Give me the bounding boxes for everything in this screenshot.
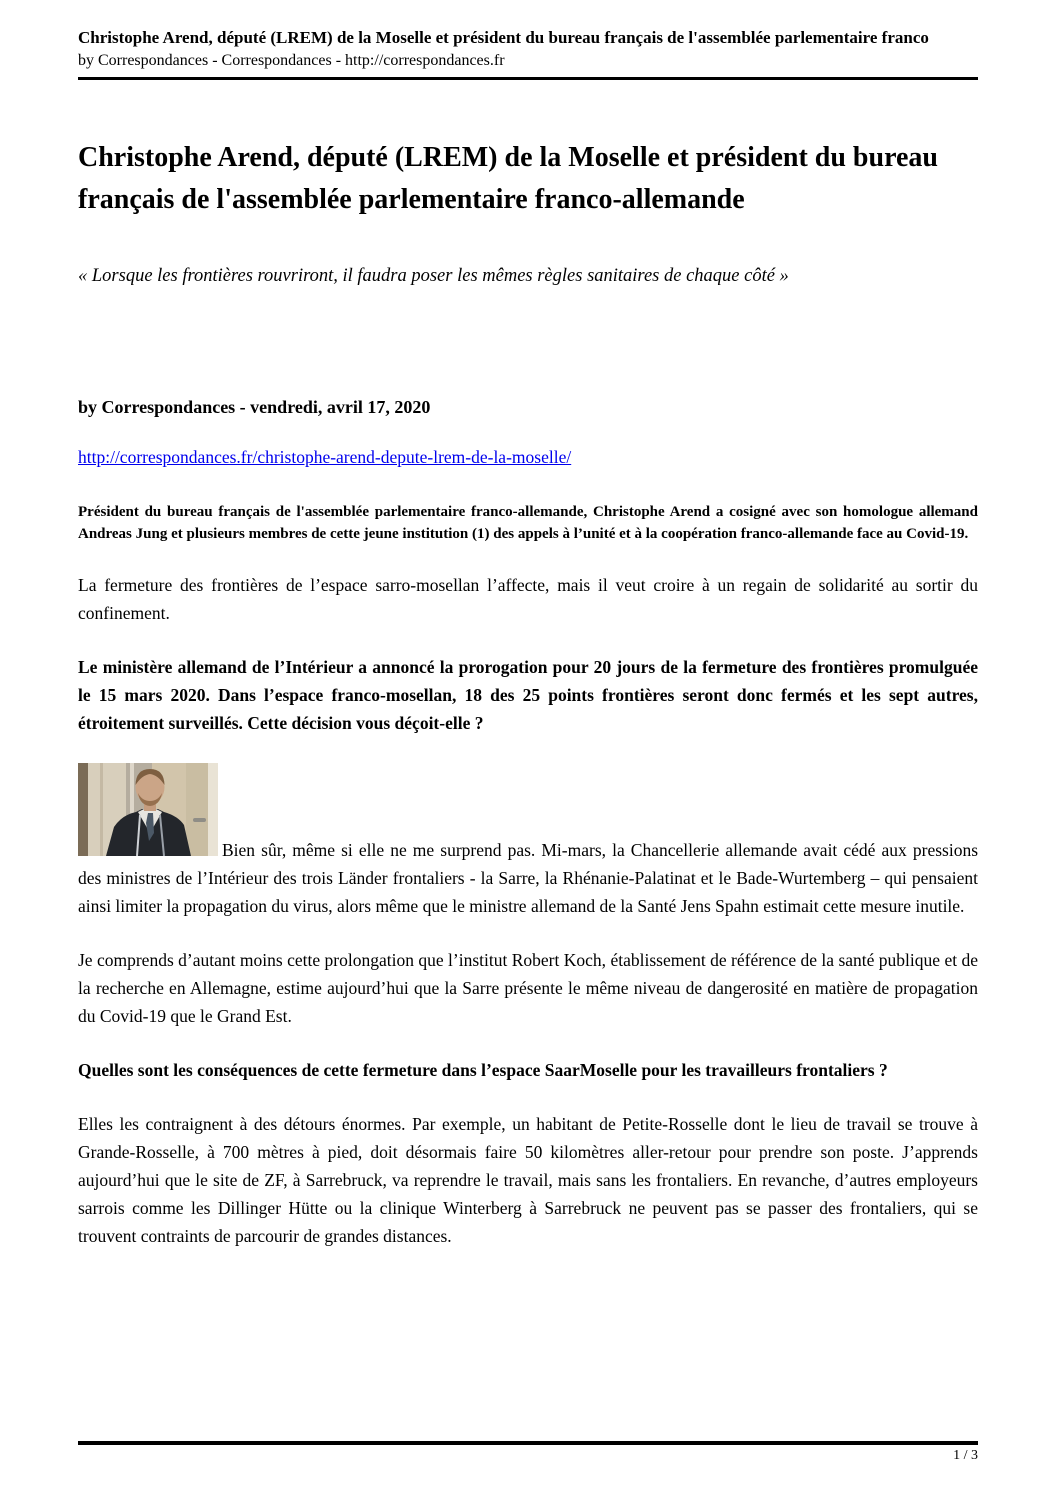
answer-paragraph-3: Elles les contraignent à des détours énormes. Par exemple, un habitant de Petite-Rosselle dont le lieu de travail se trouve à Grande-Rosselle, à 700 mètres à pied, doit désormais faire 50 kilomètres aller-retour pour prendre son poste. J’apprends aujourd’hui que le site de ZF, à Sarrebruck, va reprendre le travail, mais sans les frontaliers. En revanche, d’autres employeurs sarrois comme les Dillinger Hütte ou la clinique Winterberg à Sarrebruck ne peuvent pas se passer des frontaliers, qui se trouvent contraints de parcourir de grandes distances. [78, 1114, 978, 1246]
header-title: Christophe Arend, député (LREM) de la Moselle et président du bureau français de l'assemblée parlementaire franco [78, 28, 929, 47]
answer-paragraph-1-text: Bien sûr, même si elle ne me surprend pas. Mi-mars, la Chancellerie allemande avait cédé aux pressions des ministres de l’Intérieur des trois Länder frontaliers - la Sarre, la Rhénanie-Palatinat et le Bade-Wurtemberg – qui pensaient ainsi limiter la propagation du virus, alors même que le ministre allemand de la Santé Jens Spahn estimait cette mesure inutile. [78, 840, 978, 916]
answer-paragraph-2: Je comprends d’autant moins cette prolongation que l’institut Robert Koch, établissement de référence de la santé publique et de la recherche en Allemagne, estime aujourd’hui que la Sarre présente le même niveau de dangerosité en matière de propagation du Covid-19 que le Grand Est. [78, 950, 978, 1026]
article-link-row [78, 447, 978, 468]
document-footer [78, 1441, 978, 1466]
article-url-link[interactable]: http://correspondances.fr/christophe-arend-depute-lrem-de-la-moselle/ [78, 447, 572, 467]
page-number: 1 / 3 [953, 1448, 978, 1463]
header-byline: by Correspondances - Correspondances - http://correspondances.fr [78, 52, 505, 69]
document-header [78, 0, 978, 80]
interview-question-1: Le ministère allemand de l’Intérieur a annoncé la prorogation pour 20 jours de la fermeture des frontières promulguée le 15 mars 2020. Dans l’espace franco-mosellan, 18 des 25 points frontières seront donc fermés et les sept autres, étroitement surveillés. Cette décision vous déçoit-elle ? [78, 657, 978, 733]
header-rule [78, 77, 978, 80]
article-byline: by Correspondances - vendredi, avril 17, 2020 [78, 397, 431, 417]
article-title: Christophe Arend, député (LREM) de la Moselle et président du bureau français de l'assemblée parlementaire franco-allemande [78, 142, 938, 215]
intro-paragraph: La fermeture des frontières de l’espace sarro-mosellan l’affecte, mais il veut croire à un regain de solidarité au sortir du confinement. [78, 575, 978, 623]
article-lede: Président du bureau français de l'assemblée parlementaire franco-allemande, Christophe Arend a cosigné avec son homologue allemand Andreas Jung et plusieurs membres de cette jeune institution (1) des appels à l’unité et à la coopération franco-allemande face au Covid-19. [78, 504, 978, 542]
answer-paragraph-1 [78, 763, 978, 920]
article-quote: « Lorsque les frontières rouvriront, il faudra poser les mêmes règles sanitaires de chaque côté » [78, 266, 789, 286]
portrait-photo [78, 763, 218, 856]
interview-question-2: Quelles sont les conséquences de cette fermeture dans l’espace SaarMoselle pour les travailleurs frontaliers ? [78, 1060, 888, 1080]
